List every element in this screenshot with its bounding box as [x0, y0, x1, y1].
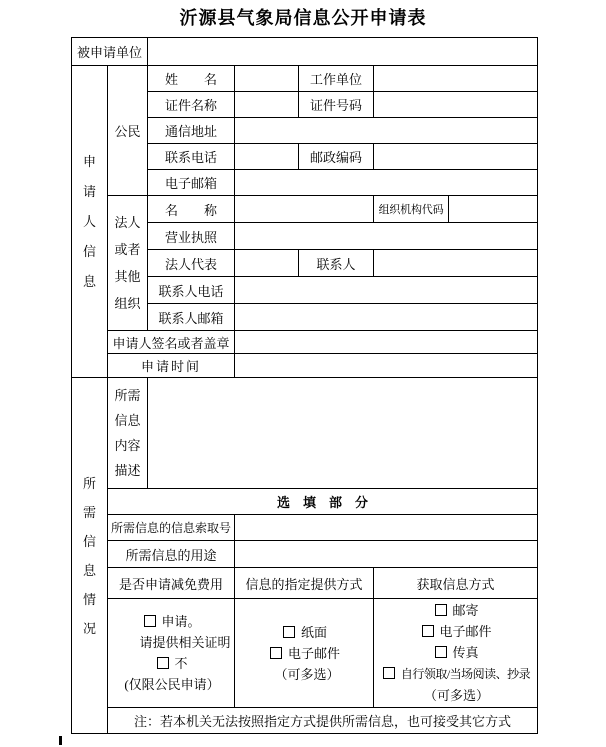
checkbox-icon[interactable] [157, 657, 169, 669]
description-value[interactable] [148, 378, 538, 489]
checkbox-icon[interactable] [435, 604, 447, 616]
checkbox-icon[interactable] [383, 667, 395, 679]
obtain-multi-select-note [376, 685, 535, 706]
required-info-section-label [72, 378, 108, 734]
legal-rep-value[interactable] [235, 250, 299, 277]
obtain-option-mail [376, 600, 535, 621]
citizen-name-label: 姓 名 [148, 66, 235, 92]
signature-value[interactable] [235, 331, 538, 354]
fee-option-proof-note-label: 请提供相关证明 [139, 635, 231, 650]
obtain-multi-select-note-label: （可多选） [424, 688, 490, 703]
description-label [108, 378, 148, 489]
cert-no-value[interactable] [374, 92, 538, 118]
footer-note: 注：若本机关无法按照指定方式提供所需信息，也可接受其它方式 [108, 708, 538, 734]
obtain-option-email-label: 电子邮件 [439, 624, 492, 639]
checkbox-icon[interactable] [144, 615, 156, 627]
license-label: 营业执照 [148, 223, 235, 250]
contact-person-label: 联系人 [299, 250, 374, 277]
address-label: 通信地址 [148, 118, 235, 144]
org-name-label: 名 称 [148, 196, 235, 223]
fee-option-no [110, 653, 232, 674]
fee-options-cell [108, 599, 235, 708]
organization-group-label [108, 196, 148, 331]
checkbox-icon[interactable] [270, 647, 282, 659]
format-option-email-label: 电子邮件 [288, 645, 341, 661]
optional-section-header: 选 填 部 分 [108, 489, 538, 515]
description-stacked-text: 所需信息内容描述 [114, 388, 141, 478]
cert-no-label: 证件号码 [299, 92, 374, 118]
license-value[interactable] [235, 223, 538, 250]
purpose-value[interactable] [235, 541, 538, 568]
work-unit-value[interactable] [374, 66, 538, 92]
address-value[interactable] [235, 118, 538, 144]
fee-citizen-only-note-label: (仅限公民申请） [124, 677, 220, 692]
apply-time-value[interactable] [235, 354, 538, 378]
email-label: 电子邮箱 [148, 170, 235, 196]
contact-email-value[interactable] [235, 304, 538, 331]
checkbox-icon[interactable] [283, 626, 295, 638]
org-code-value[interactable] [449, 196, 538, 223]
cert-name-label: 证件名称 [148, 92, 235, 118]
citizen-name-value[interactable] [235, 66, 299, 92]
format-option-paper-label: 纸面 [301, 624, 328, 640]
fee-citizen-only-note [110, 674, 232, 695]
work-unit-label: 工作单位 [299, 66, 374, 92]
fee-option-apply [110, 611, 232, 632]
checkbox-icon[interactable] [422, 625, 434, 637]
phone-value[interactable] [235, 144, 299, 170]
cert-name-value[interactable] [235, 92, 299, 118]
fee-column-header: 是否申请减免费用 [108, 568, 235, 599]
org-code-label: 组织机构代码 [374, 196, 449, 223]
obtain-option-self-pickup-label: 自行领取/当场阅读、抄录 [400, 667, 531, 681]
obtain-option-mail-label: 邮寄 [452, 603, 479, 618]
purpose-label: 所需信息的用途 [108, 541, 235, 568]
apply-time-label: 申请时间 [108, 354, 235, 378]
form-title: 沂源县气象局信息公开申请表 [179, 8, 427, 28]
format-option-email [237, 643, 371, 664]
applicant-section-vertical-text: 申请人信息 [82, 153, 96, 289]
contact-phone-label: 联系人电话 [148, 277, 235, 304]
requested-unit-value[interactable] [148, 38, 538, 66]
contact-person-value[interactable] [374, 250, 538, 277]
obtain-option-fax-label: 传真 [452, 645, 479, 660]
text-cursor-mark [59, 736, 62, 745]
contact-email-label: 联系人邮箱 [148, 304, 235, 331]
postal-code-label: 邮政编码 [299, 144, 374, 170]
organization-group-vertical-text: 法人或者其他组织 [114, 215, 141, 311]
requested-unit-label: 被申请单位 [72, 38, 148, 66]
obtain-option-self-pickup [376, 663, 535, 685]
format-multi-select-note [237, 664, 371, 685]
checkbox-icon[interactable] [435, 646, 447, 658]
legal-rep-label: 法人代表 [148, 250, 235, 277]
obtain-option-email [376, 621, 535, 642]
fee-option-no-label: 不 [174, 656, 188, 671]
retrieval-no-label: 所需信息的信息索取号 [108, 515, 235, 541]
required-info-vertical-text: 所需信息情况 [82, 475, 96, 636]
format-option-paper [237, 622, 371, 643]
postal-code-value[interactable] [374, 144, 538, 170]
signature-label: 申请人签名或者盖章 [108, 331, 235, 354]
phone-label: 联系电话 [148, 144, 235, 170]
application-form-table [71, 37, 538, 734]
citizen-group-label: 公民 [108, 66, 148, 196]
format-options-cell [235, 599, 374, 708]
email-value[interactable] [235, 170, 538, 196]
fee-option-apply-label: 申请。 [161, 614, 201, 629]
fee-option-proof-note [110, 632, 232, 653]
retrieval-no-value[interactable] [235, 515, 538, 541]
obtain-options-cell [374, 599, 538, 708]
format-multi-select-note-label: （可多选） [274, 666, 340, 682]
obtain-column-header: 获取信息方式 [374, 568, 538, 599]
contact-phone-value[interactable] [235, 277, 538, 304]
format-column-header: 信息的指定提供方式 [235, 568, 374, 599]
obtain-option-fax [376, 642, 535, 663]
org-name-value[interactable] [235, 196, 374, 223]
applicant-section-label [72, 66, 108, 378]
